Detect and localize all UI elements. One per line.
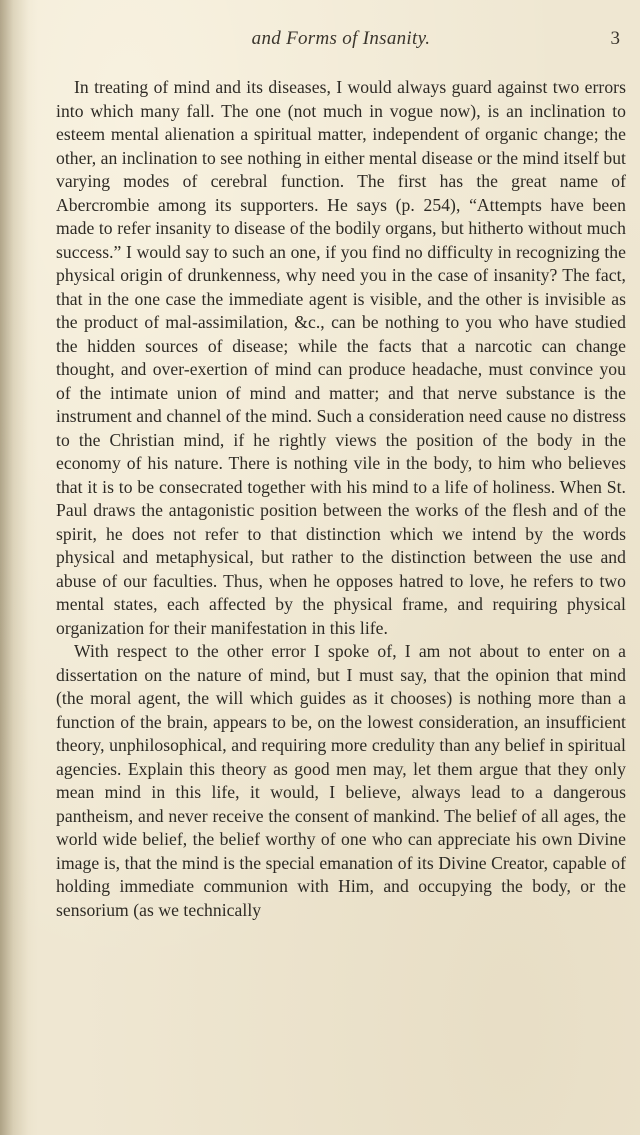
running-head (56, 28, 626, 58)
page-number: 3 (610, 28, 620, 49)
paragraph: In treating of mind and its diseases, I would always guard against two errors into which many fall. The one (not much in vogue now), is an inclination to esteem mental alienation a spiritual matter, independent of organic change; the other, an inclination to see nothing in either mental disease or the mind itself but varying modes of cerebral function. The first has the great name of Abercrombie among its supporters. He says (p. 254), “Attempts have been made to refer insanity to disease of the bodily organs, but hitherto without much success.” I would say to such an one, if you find no difficulty in recognizing the physical origin of drunkenness, why need you in the case of insanity? The fact, that in the one case the immediate agent is visible, and the other is invisible as the product of mal-assimilation, &c., can be nothing to you who have studied the hidden sources of disease; while the facts that a narcotic can change thought, and over-exertion of mind can produce headache, must convince you of the intimate union of mind and matter; and that nerve substance is the instrument and channel of the mind. Such a consideration need cause no distress to the Christian mind, if he rightly views the position of the body in the economy of his nature. There is nothing vile in the body, to him who believes that it is to be consecrated together with his mind to a life of holiness. When St. Paul draws the antagonistic position between the works of the flesh and of the spirit, he does not refer to that distinction which we intend by the words physical and metaphysical, but rather to the distinction between the use and abuse of our faculties. Thus, when he opposes hatred to love, he refers to two mental states, each affected by the physical frame, and requiring physical organization for their manifestation in this life. (56, 77, 626, 638)
body-text (56, 76, 626, 922)
paragraph: With respect to the other error I spoke of, I am not about to enter on a dissertation on the nature of mind, but I must say, that the opinion that mind (the moral agent, the will which guides as it chooses) is nothing more than a function of the brain, appears to be, on the lowest consideration, an insufficient theory, unphilosophical, and requiring more credulity than any belief in spiritual agencies. Explain this theory as good men may, let them argue that they only mean mind in this life, it would, I believe, always lead to a dangerous pantheism, and never receive the consent of mankind. The belief of all ages, the world wide belief, the belief worthy of one who can appreciate his own Divine image is, that the mind is the special emanation of its Divine Creator, capable of holding immediate communion with Him, and occupying the body, or the sensorium (as we technically (56, 641, 626, 920)
book-page (56, 28, 626, 922)
binding-gutter-shadow (0, 0, 38, 1135)
running-title: and Forms of Insanity. (251, 28, 431, 49)
